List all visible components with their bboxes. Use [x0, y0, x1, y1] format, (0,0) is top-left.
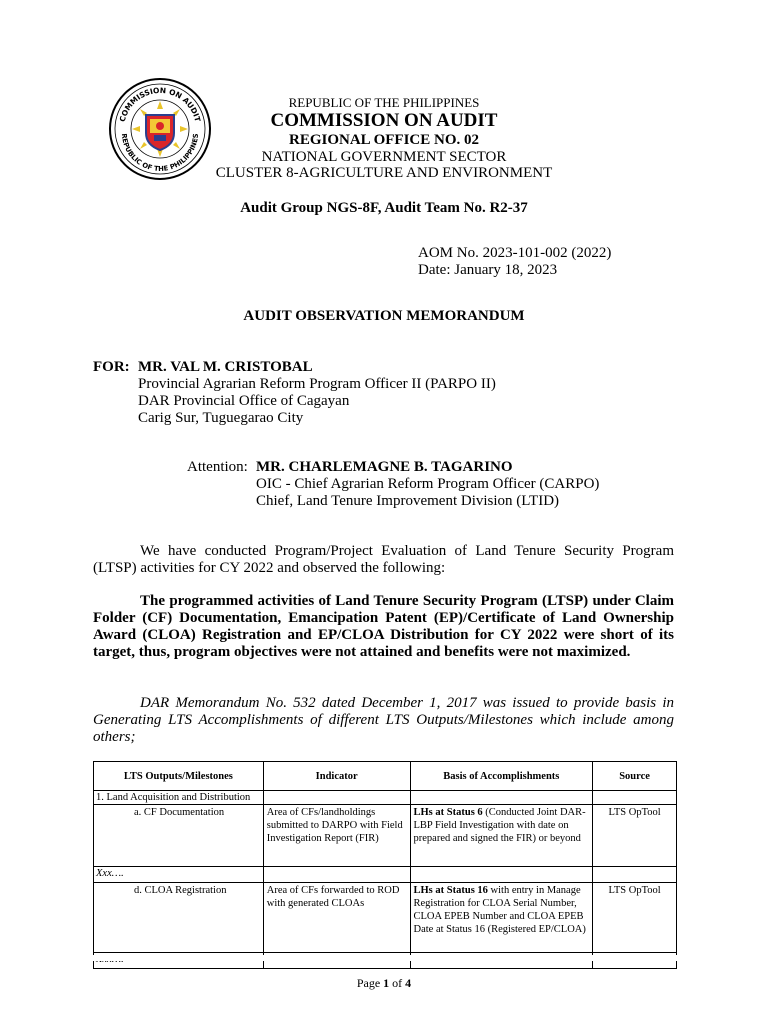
table-row	[94, 883, 677, 953]
page-current: 1	[383, 976, 390, 990]
audit-group: Audit Group NGS-8F, Audit Team No. R2-37	[240, 200, 528, 216]
page-total: 4	[405, 976, 412, 990]
col-header-basis: Basis of Accomplishments	[410, 762, 593, 791]
basis-bold: LHs at Status 16	[413, 885, 488, 896]
memo-title: AUDIT OBSERVATION MEMORANDUM	[243, 308, 525, 324]
for-address: Carig Sur, Tuguegarao City	[138, 410, 304, 426]
for-name: MR. VAL M. CRISTOBAL	[138, 359, 313, 375]
seal-top-text: COMMISSION ON AUDIT	[117, 85, 203, 123]
milestone-cell: d. CLOA Registration	[94, 883, 264, 953]
source-cell: LTS OpTool	[593, 805, 677, 867]
attention-name: MR. CHARLEMAGNE B. TAGARINO	[256, 459, 513, 475]
basis-text: (Conducted Joint DAR-LBP Field Investigation with date on prepared and signed the FIR) or beyond	[413, 807, 586, 844]
ellipsis-cell: Xxx….	[94, 867, 264, 883]
for-office: DAR Provincial Office of Cagayan	[138, 393, 350, 409]
section-label: 1. Land Acquisition and Distribution	[94, 791, 264, 805]
sector-line: NATIONAL GOVERNMENT SECTOR	[261, 149, 507, 165]
source-cell: LTS OpTool	[593, 883, 677, 953]
col-header-indicator: Indicator	[263, 762, 410, 791]
for-label: FOR:	[93, 359, 130, 375]
table-row	[94, 805, 677, 867]
basis-cell	[410, 805, 593, 867]
seal-bottom-text: REPUBLIC OF THE PHILIPPINES	[119, 133, 201, 174]
regional-office: REGIONAL OFFICE NO. 02	[288, 132, 480, 148]
table-section-row	[94, 791, 677, 805]
republic-line: REPUBLIC OF THE PHILIPPINES	[288, 95, 480, 110]
cluster-line: CLUSTER 8-AGRICULTURE AND ENVIRONMENT	[215, 165, 553, 181]
agency-name: COMMISSION ON AUDIT	[270, 110, 498, 131]
col-header-source: Source	[593, 762, 677, 791]
basis-text: with entry in Manage Registration for CLOA Serial Number, CLOA EPEB Number and CLOA EPEB Date at Status 16 (Registered EP/CLOA)	[413, 885, 586, 935]
indicator-cell: Area of CFs/landholdings submitted to DARPO with Field Investigation Report (FIR)	[263, 805, 410, 867]
lts-table	[93, 761, 677, 969]
page-number	[0, 976, 768, 991]
basis-cell	[410, 883, 593, 953]
page-prefix: Page	[356, 976, 384, 990]
basis-bold: LHs at Status 6	[413, 807, 483, 818]
indicator-cell: Area of CFs forwarded to ROD with generated CLOAs	[263, 883, 410, 953]
observation-paragraph: The programmed activities of Land Tenure Security Program (LTSP) under Claim Folder (CF) Documentation, Emancipation Patent (EP)/Certificate of Land Ownership Award (CLOA) Registration and EP/CLOA Distribution for CY 2022 were short of its target, thus, program objectives were not attained and benefits were not maximized.	[93, 593, 674, 660]
milestone-cell: a. CF Documentation	[94, 805, 264, 867]
table-row-ellipsis	[94, 867, 677, 883]
for-title: Provincial Agrarian Reform Program Officer II (PARPO II)	[138, 376, 496, 392]
page-of: of	[389, 976, 406, 990]
aom-number: AOM No. 2023-101-002 (2022)	[418, 245, 612, 261]
table-header-row	[94, 762, 677, 791]
intro-paragraph: We have conducted Program/Project Evaluation of Land Tenure Security Program (LTSP) activities for CY 2022 and observed the following:	[93, 543, 674, 576]
aom-date: Date: January 18, 2023	[418, 262, 558, 278]
memorandum-paragraph: DAR Memorandum No. 532 dated December 1, 2017 was issued to provide basis in Generating LTS Accomplishments of different LTS Outputs/Milestones which include among others;	[93, 695, 674, 745]
col-header-milestones: LTS Outputs/Milestones	[94, 762, 264, 791]
attention-title: OIC - Chief Agrarian Reform Program Officer (CARPO)	[256, 476, 600, 492]
attention-label: Attention:	[187, 459, 248, 475]
attention-division: Chief, Land Tenure Improvement Division (LTID)	[256, 493, 560, 509]
table-cutoff	[93, 955, 677, 961]
